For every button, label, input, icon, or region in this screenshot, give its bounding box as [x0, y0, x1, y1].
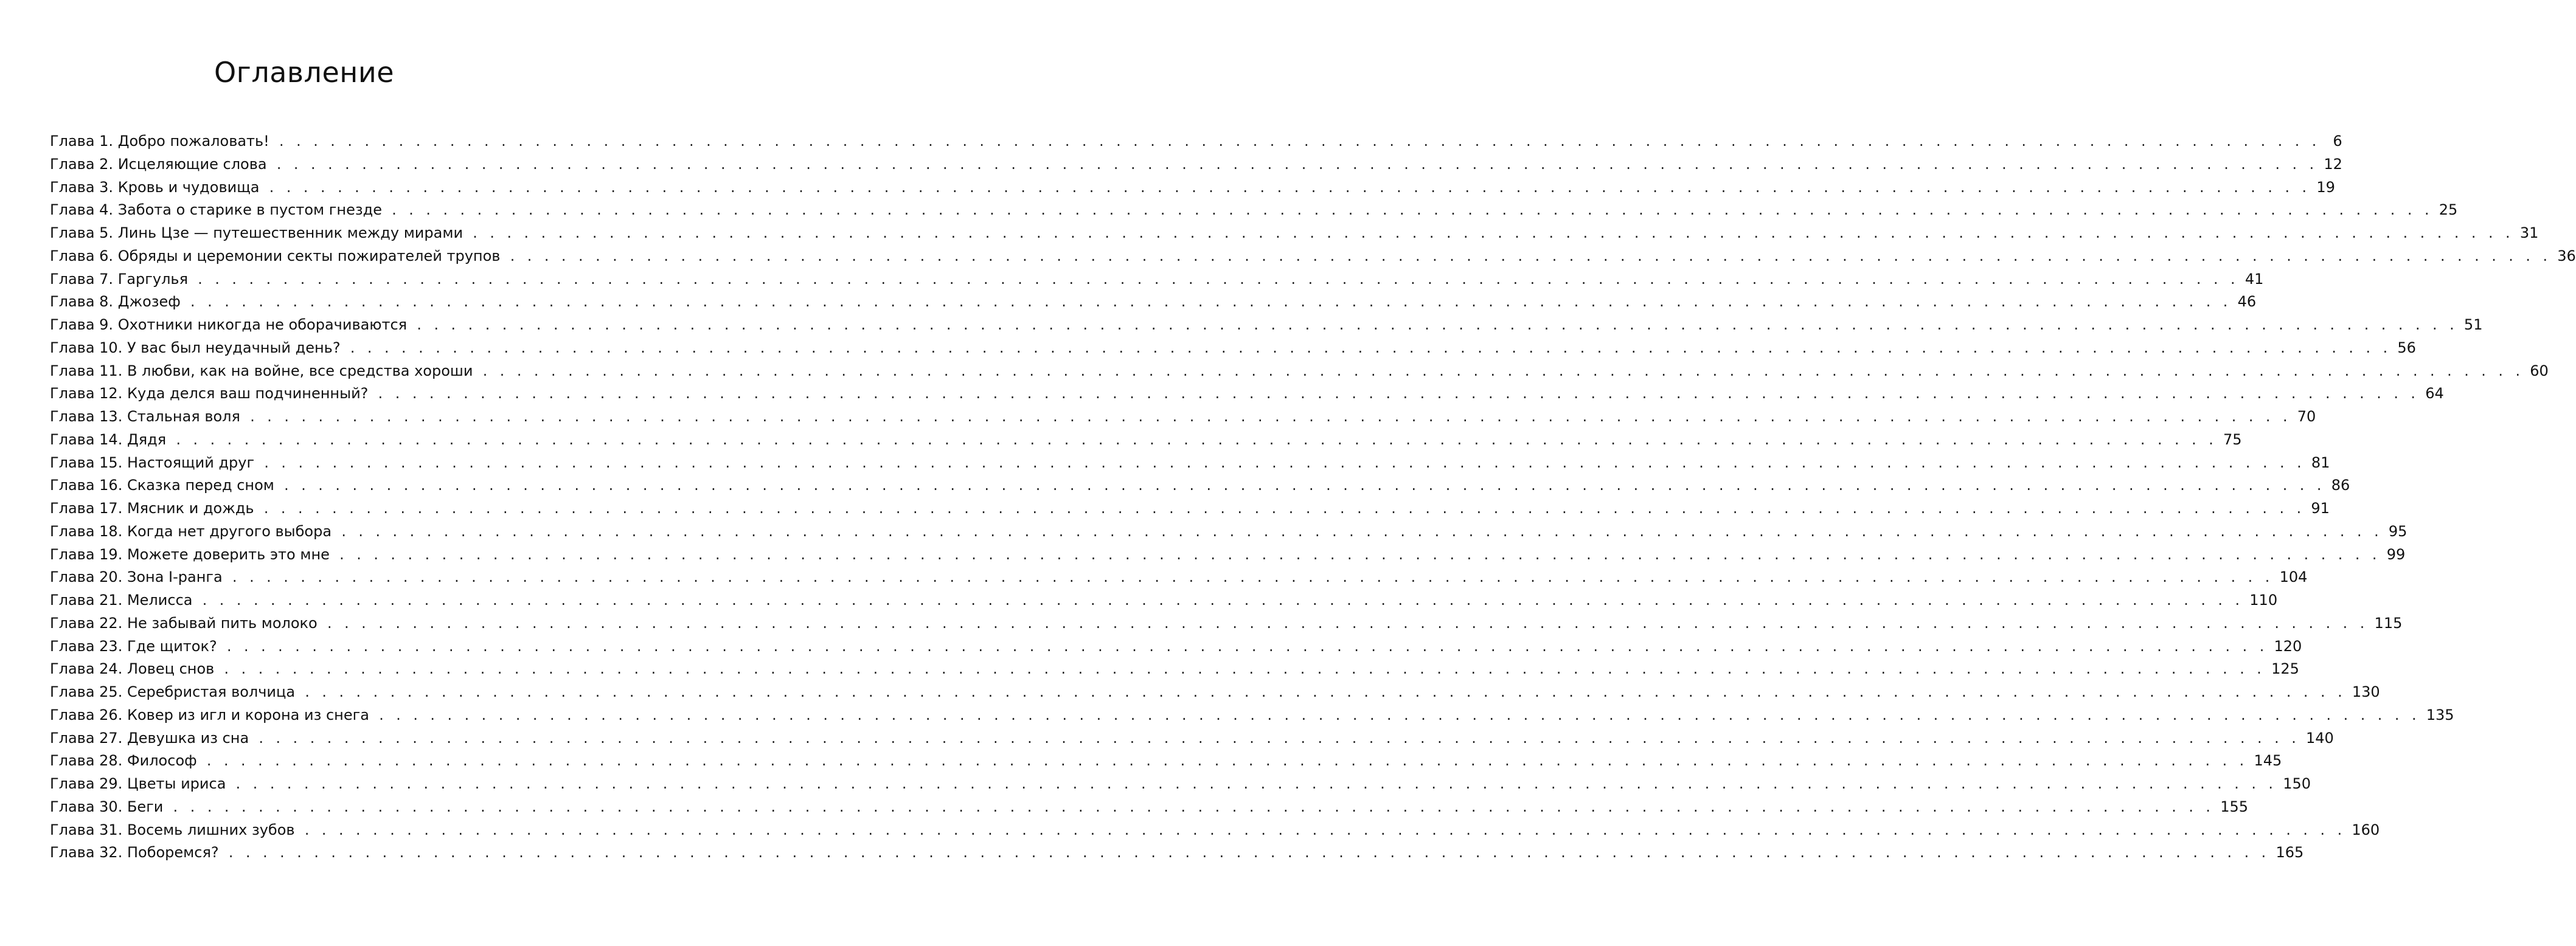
dot-leader: . . . . . . . . . . . . . . . . . . . . . . . . . . . . . . . . . . . . . . . . . . . . . . . . . . . . . . . . . . . . . . . . . . . . . . . . . . . . . . . . . . . . . . . . . . . . . . . . . . . . . . . . . . . . . . . . . . . . . . . .: [248, 410, 2290, 424]
chapter-title: Глава 17. Мясник и дождь: [50, 500, 254, 517]
toc-entry-9: [50, 314, 2483, 337]
chapter-title: Глава 24. Ловец снов: [50, 660, 215, 678]
toc-entry-6: [50, 245, 2576, 268]
chapter-title: Глава 2. Исцеляющие слова: [50, 155, 267, 173]
dot-leader: . . . . . . . . . . . . . . . . . . . . . . . . . . . . . . . . . . . . . . . . . . . . . . . . . . . . . . . . . . . . . . . . . . . . . . . . . . . . . . . . . . . . . . . . . . . . . . . . . . . . . . . . . . . . . . . . . . . . . . . .: [172, 799, 2213, 815]
chapter-title: Глава 19. Можете доверить это мне: [50, 545, 330, 563]
page-number: 31: [2519, 224, 2539, 241]
chapter-title: Глава 1. Добро пожаловать!: [50, 133, 269, 150]
page-number: 36: [2557, 247, 2576, 264]
chapter-title: Глава 9. Охотники никогда не оборачиваются: [50, 316, 408, 333]
chapter-title: Глава 21. Мелисса: [50, 592, 193, 609]
dot-leader: . . . . . . . . . . . . . . . . . . . . . . . . . . . . . . . . . . . . . . . . . . . . . . . . . . . . . . . . . . . . . . . . . . . . . . . . . . . . . . . . . . . . . . . . . . . . . . . . . . . . . . . . . . . . . . . . . . . . . . . .: [304, 685, 2345, 700]
dot-leader: . . . . . . . . . . . . . . . . . . . . . . . . . . . . . . . . . . . . . . . . . . . . . . . . . . . . . . . . . . . . . . . . . . . . . . . . . . . . . . . . . . . . . . . . . . . . . . . . . . . . . . . . . . . . . . . . . . . . . . . .: [231, 570, 2272, 585]
chapter-title: Глава 23. Где щиток?: [50, 637, 217, 655]
dot-leader: . . . . . . . . . . . . . . . . . . . . . . . . . . . . . . . . . . . . . . . . . . . . . . . . . . . . . . . . . . . . . . . . . . . . . . . . . . . . . . . . . . . . . . . . . . . . . . . . . . . . . . . . . . . . . . . . . . . . . . . .: [282, 478, 2324, 494]
toc-entry-10: [50, 337, 2416, 360]
chapter-title: Глава 10. У вас был неудачный день?: [50, 339, 341, 356]
dot-leader: . . . . . . . . . . . . . . . . . . . . . . . . . . . . . . . . . . . . . . . . . . . . . . . . . . . . . . . . . . . . . . . . . . . . . . . . . . . . . . . . . . . . . . . . . . . . . . . . . . . . . . . . . . . . . . . . . . . . . . . .: [377, 387, 2418, 402]
page-number: 150: [2283, 775, 2311, 792]
chapter-title: Глава 6. Обряды и церемонии секты пожирателей трупов: [50, 247, 501, 264]
toc-entry-15: [50, 452, 2330, 475]
dot-leader: . . . . . . . . . . . . . . . . . . . . . . . . . . . . . . . . . . . . . . . . . . . . . . . . . . . . . . . . . . . . . . . . . . . . . . . . . . . . . . . . . . . . . . . . . . . . . . . . . . . . . . . . . . . . . . . . . . . . . . . .: [262, 502, 2304, 516]
dot-leader: . . . . . . . . . . . . . . . . . . . . . . . . . . . . . . . . . . . . . . . . . . . . . . . . . . . . . . . . . . . . . . . . . . . . . . . . . . . . . . . . . . . . . . . . . . . . . . . . . . . . . . . . . . . . . . . . . . . . . . . .: [509, 249, 2550, 264]
toc-entry-28: [50, 750, 2282, 773]
toc-entry-1: [50, 130, 2342, 153]
dot-leader: . . . . . . . . . . . . . . . . . . . . . . . . . . . . . . . . . . . . . . . . . . . . . . . . . . . . . . . . . . . . . . . . . . . . . . . . . . . . . . . . . . . . . . . . . . . . . . . . . . . . . . . . . . . . . . . . . . . . . . . .: [175, 432, 2216, 447]
dot-leader: . . . . . . . . . . . . . . . . . . . . . . . . . . . . . . . . . . . . . . . . . . . . . . . . . . . . . . . . . . . . . . . . . . . . . . . . . . . . . . . . . . . . . . . . . . . . . . . . . . . . . . . . . . . . . . . . . . . . . . . .: [223, 662, 2265, 677]
page-number: 120: [2274, 637, 2302, 655]
toc-entry-19: [50, 544, 2406, 567]
page-number: 115: [2374, 614, 2403, 632]
dot-leader: . . . . . . . . . . . . . . . . . . . . . . . . . . . . . . . . . . . . . . . . . . . . . . . . . . . . . . . . . . . . . . . . . . . . . . . . . . . . . . . . . . . . . . . . . . . . . . . . . . . . . . . . . . . . . . . . . . . . . . . .: [340, 524, 2381, 539]
dot-leader: . . . . . . . . . . . . . . . . . . . . . . . . . . . . . . . . . . . . . . . . . . . . . . . . . . . . . . . . . . . . . . . . . . . . . . . . . . . . . . . . . . . . . . . . . . . . . . . . . . . . . . . . . . . . . . . . . . . . . . . .: [263, 455, 2304, 471]
page-number: 19: [2316, 178, 2335, 196]
toc-entry-11: [50, 360, 2549, 383]
chapter-title: Глава 27. Девушка из сна: [50, 729, 249, 747]
chapter-title: Глава 20. Зона I-ранга: [50, 568, 223, 586]
page-number: 25: [2439, 201, 2458, 219]
dot-leader: . . . . . . . . . . . . . . . . . . . . . . . . . . . . . . . . . . . . . . . . . . . . . . . . . . . . . . . . . . . . . . . . . . . . . . . . . . . . . . . . . . . . . . . . . . . . . . . . . . . . . . . . . . . . . . . . . . . . . . . .: [377, 708, 2419, 723]
dot-leader: . . . . . . . . . . . . . . . . . . . . . . . . . . . . . . . . . . . . . . . . . . . . . . . . . . . . . . . . . . . . . . . . . . . . . . . . . . . . . . . . . . . . . . . . . . . . . . . . . . . . . . . . . . . . . . . . . . . . . . . .: [415, 318, 2457, 333]
chapter-title: Глава 4. Забота о старике в пустом гнезде: [50, 201, 382, 219]
page-number: 60: [2530, 362, 2549, 379]
page-number: 155: [2220, 798, 2249, 815]
toc-entry-20: [50, 566, 2308, 589]
toc-entry-32: [50, 841, 2304, 865]
toc-entry-4: [50, 199, 2458, 222]
page-number: 135: [2426, 706, 2454, 723]
chapter-title: Глава 18. Когда нет другого выбора: [50, 522, 332, 540]
page-title: Оглавление: [214, 56, 395, 89]
dot-leader: . . . . . . . . . . . . . . . . . . . . . . . . . . . . . . . . . . . . . . . . . . . . . . . . . . . . . . . . . . . . . . . . . . . . . . . . . . . . . . . . . . . . . . . . . . . . . . . . . . . . . . . . . . . . . . . . . . . . . . . .: [196, 272, 2238, 287]
chapter-title: Глава 32. Поборемся?: [50, 844, 219, 861]
dot-leader: . . . . . . . . . . . . . . . . . . . . . . . . . . . . . . . . . . . . . . . . . . . . . . . . . . . . . . . . . . . . . . . . . . . . . . . . . . . . . . . . . . . . . . . . . . . . . . . . . . . . . . . . . . . . . . . . . . . . . . . .: [277, 134, 2319, 149]
dot-leader: . . . . . . . . . . . . . . . . . . . . . . . . . . . . . . . . . . . . . . . . . . . . . . . . . . . . . . . . . . . . . . . . . . . . . . . . . . . . . . . . . . . . . . . . . . . . . . . . . . . . . . . . . . . . . . . . . . . . . . . .: [471, 226, 2513, 241]
page-number: 12: [2324, 155, 2342, 173]
chapter-title: Глава 28. Философ: [50, 752, 197, 770]
page-number: 130: [2352, 683, 2380, 700]
page-number: 70: [2297, 408, 2316, 425]
toc-entry-23: [50, 635, 2302, 658]
dot-leader: . . . . . . . . . . . . . . . . . . . . . . . . . . . . . . . . . . . . . . . . . . . . . . . . . . . . . . . . . . . . . . . . . . . . . . . . . . . . . . . . . . . . . . . . . . . . . . . . . . . . . . . . . . . . . . . . . . . . . . . .: [303, 823, 2345, 838]
dot-leader: . . . . . . . . . . . . . . . . . . . . . . . . . . . . . . . . . . . . . . . . . . . . . . . . . . . . . . . . . . . . . . . . . . . . . . . . . . . . . . . . . . . . . . . . . . . . . . . . . . . . . . . . . . . . . . . . . . . . . . . .: [268, 180, 2310, 195]
dot-leader: . . . . . . . . . . . . . . . . . . . . . . . . . . . . . . . . . . . . . . . . . . . . . . . . . . . . . . . . . . . . . . . . . . . . . . . . . . . . . . . . . . . . . . . . . . . . . . . . . . . . . . . . . . . . . . . . . . . . . . . .: [390, 203, 2432, 218]
page-number: 145: [2254, 752, 2282, 770]
chapter-title: Глава 16. Сказка перед сном: [50, 477, 274, 494]
toc-entry-18: [50, 520, 2408, 544]
toc-entry-13: [50, 406, 2316, 429]
page-number: 125: [2271, 660, 2299, 678]
page-number: 81: [2311, 454, 2330, 471]
dot-leader: . . . . . . . . . . . . . . . . . . . . . . . . . . . . . . . . . . . . . . . . . . . . . . . . . . . . . . . . . . . . . . . . . . . . . . . . . . . . . . . . . . . . . . . . . . . . . . . . . . . . . . . . . . . . . . . . . . . . . . . .: [234, 777, 2276, 792]
dot-leader: . . . . . . . . . . . . . . . . . . . . . . . . . . . . . . . . . . . . . . . . . . . . . . . . . . . . . . . . . . . . . . . . . . . . . . . . . . . . . . . . . . . . . . . . . . . . . . . . . . . . . . . . . . . . . . . . . . . . . . . .: [205, 754, 2247, 769]
chapter-title: Глава 3. Кровь и чудовища: [50, 178, 260, 196]
page-number: 64: [2425, 385, 2444, 402]
toc-entry-29: [50, 773, 2311, 796]
chapter-title: Глава 25. Серебристая волчица: [50, 683, 296, 700]
table-of-contents: [50, 130, 2576, 865]
page-number: 6: [2333, 133, 2342, 150]
dot-leader: . . . . . . . . . . . . . . . . . . . . . . . . . . . . . . . . . . . . . . . . . . . . . . . . . . . . . . . . . . . . . . . . . . . . . . . . . . . . . . . . . . . . . . . . . . . . . . . . . . . . . . . . . . . . . . . . . . . . . . . .: [201, 593, 2243, 608]
toc-entry-7: [50, 268, 2264, 291]
chapter-title: Глава 13. Стальная воля: [50, 408, 240, 425]
dot-leader: . . . . . . . . . . . . . . . . . . . . . . . . . . . . . . . . . . . . . . . . . . . . . . . . . . . . . . . . . . . . . . . . . . . . . . . . . . . . . . . . . . . . . . . . . . . . . . . . . . . . . . . . . . . . . . . . . . . . . . . .: [257, 731, 2299, 746]
dot-leader: . . . . . . . . . . . . . . . . . . . . . . . . . . . . . . . . . . . . . . . . . . . . . . . . . . . . . . . . . . . . . . . . . . . . . . . . . . . . . . . . . . . . . . . . . . . . . . . . . . . . . . . . . . . . . . . . . . . . . . . .: [227, 846, 2269, 861]
toc-entry-22: [50, 612, 2403, 635]
dot-leader: . . . . . . . . . . . . . . . . . . . . . . . . . . . . . . . . . . . . . . . . . . . . . . . . . . . . . . . . . . . . . . . . . . . . . . . . . . . . . . . . . . . . . . . . . . . . . . . . . . . . . . . . . . . . . . . . . . . . . . . .: [481, 364, 2523, 379]
chapter-title: Глава 29. Цветы ириса: [50, 775, 226, 792]
toc-entry-5: [50, 222, 2539, 245]
page-number: 56: [2397, 339, 2416, 356]
chapter-title: Глава 8. Джозеф: [50, 293, 181, 311]
dot-leader: . . . . . . . . . . . . . . . . . . . . . . . . . . . . . . . . . . . . . . . . . . . . . . . . . . . . . . . . . . . . . . . . . . . . . . . . . . . . . . . . . . . . . . . . . . . . . . . . . . . . . . . . . . . . . . . . . . . . . . . .: [349, 340, 2390, 356]
toc-entry-31: [50, 819, 2380, 842]
chapter-title: Глава 22. Не забывай пить молоко: [50, 614, 318, 632]
toc-entry-8: [50, 291, 2257, 314]
chapter-title: Глава 31. Восемь лишних зубов: [50, 821, 295, 838]
toc-entry-14: [50, 429, 2242, 452]
toc-entry-21: [50, 589, 2278, 612]
page-number: 46: [2237, 293, 2257, 311]
toc-entry-16: [50, 474, 2350, 497]
dot-leader: . . . . . . . . . . . . . . . . . . . . . . . . . . . . . . . . . . . . . . . . . . . . . . . . . . . . . . . . . . . . . . . . . . . . . . . . . . . . . . . . . . . . . . . . . . . . . . . . . . . . . . . . . . . . . . . . . . . . . . . .: [338, 547, 2380, 562]
toc-entry-12: [50, 382, 2444, 406]
toc-entry-27: [50, 727, 2334, 750]
chapter-title: Глава 5. Линь Цзе — путешественник между мирами: [50, 224, 463, 241]
dot-leader: . . . . . . . . . . . . . . . . . . . . . . . . . . . . . . . . . . . . . . . . . . . . . . . . . . . . . . . . . . . . . . . . . . . . . . . . . . . . . . . . . . . . . . . . . . . . . . . . . . . . . . . . . . . . . . . . . . . . . . . .: [189, 295, 2231, 310]
page-number: 165: [2276, 844, 2304, 861]
toc-entry-25: [50, 681, 2380, 704]
toc-entry-2: [50, 153, 2342, 176]
chapter-title: Глава 15. Настоящий друг: [50, 454, 255, 471]
dot-leader: . . . . . . . . . . . . . . . . . . . . . . . . . . . . . . . . . . . . . . . . . . . . . . . . . . . . . . . . . . . . . . . . . . . . . . . . . . . . . . . . . . . . . . . . . . . . . . . . . . . . . . . . . . . . . . . . . . . . . . . .: [275, 157, 2317, 172]
chapter-title: Глава 30. Беги: [50, 798, 164, 815]
toc-entry-3: [50, 176, 2335, 199]
page-number: 91: [2311, 500, 2330, 517]
toc-entry-26: [50, 704, 2454, 727]
page-number: 99: [2386, 545, 2406, 563]
page-number: 95: [2388, 522, 2408, 540]
page-number: 86: [2331, 477, 2350, 494]
toc-entry-30: [50, 796, 2249, 819]
page-number: 160: [2352, 821, 2380, 838]
page-number: 110: [2249, 592, 2278, 609]
chapter-title: Глава 11. В любви, как на войне, все средства хороши: [50, 362, 473, 379]
dot-leader: . . . . . . . . . . . . . . . . . . . . . . . . . . . . . . . . . . . . . . . . . . . . . . . . . . . . . . . . . . . . . . . . . . . . . . . . . . . . . . . . . . . . . . . . . . . . . . . . . . . . . . . . . . . . . . . . . . . . . . . .: [225, 639, 2267, 654]
toc-entry-17: [50, 497, 2330, 520]
dot-leader: . . . . . . . . . . . . . . . . . . . . . . . . . . . . . . . . . . . . . . . . . . . . . . . . . . . . . . . . . . . . . . . . . . . . . . . . . . . . . . . . . . . . . . . . . . . . . . . . . . . . . . . . . . . . . . . . . . . . . . . .: [325, 616, 2367, 631]
page-number: 140: [2306, 729, 2334, 747]
page-number: 51: [2463, 316, 2483, 333]
page-number: 41: [2244, 270, 2264, 288]
chapter-title: Глава 14. Дядя: [50, 430, 167, 448]
page-number: 75: [2223, 430, 2242, 448]
chapter-title: Глава 7. Гаргулья: [50, 270, 189, 288]
page-number: 104: [2279, 568, 2308, 586]
toc-entry-24: [50, 658, 2299, 681]
chapter-title: Глава 26. Ковер из игл и корона из снега: [50, 706, 369, 723]
chapter-title: Глава 12. Куда делся ваш подчиненный?: [50, 385, 369, 402]
